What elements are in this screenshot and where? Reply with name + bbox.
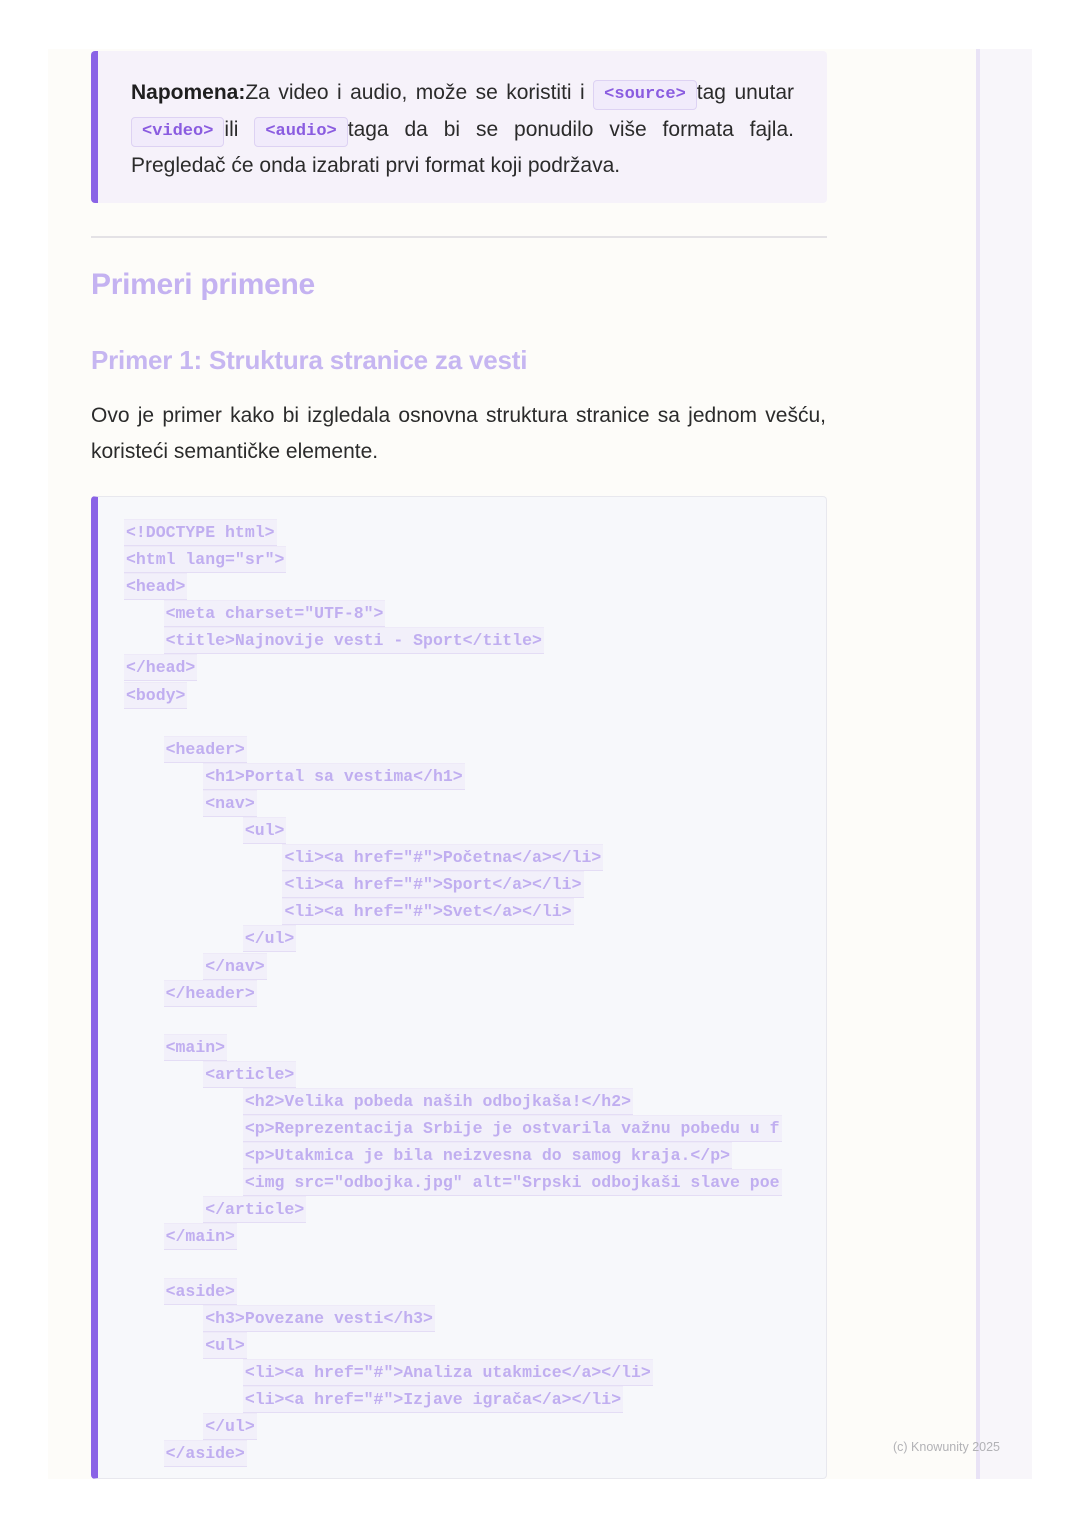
code-line: [124, 763, 826, 790]
code-line: [124, 573, 826, 600]
code-line: [124, 925, 826, 952]
code-text: <main>: [164, 1034, 227, 1061]
code-text: <html lang="sr">: [124, 546, 286, 573]
code-text: <meta charset="UTF-8">: [164, 600, 386, 627]
code-text: </aside>: [164, 1440, 247, 1467]
code-line: [124, 1115, 826, 1142]
source-tag-code: <source>: [593, 80, 697, 110]
code-line: [124, 953, 826, 980]
code-line: [124, 790, 826, 817]
code-text: <article>: [203, 1061, 296, 1088]
note-callout: [91, 51, 827, 203]
code-line: [124, 546, 826, 573]
code-text: <img src="odbojka.jpg" alt="Srpski odbojkaši slave poe: [243, 1169, 782, 1196]
code-line: [124, 1440, 826, 1467]
code-line: [124, 1359, 826, 1386]
audio-tag-code: <audio>: [254, 117, 347, 147]
code-text: <body>: [124, 682, 187, 709]
code-text: <li><a href="#">Analiza utakmice</a></li>: [243, 1359, 653, 1386]
example-description: Ovo je primer kako bi izgledala osnovna struktura stranice sa jednom vešću, koristeći semantičke elemente.: [91, 404, 826, 463]
code-text: <p>Reprezentacija Srbije je ostvarila važnu pobedu u f: [243, 1115, 782, 1142]
code-text: <li><a href="#">Izjave igrača</a></li>: [243, 1386, 623, 1413]
code-line: [124, 1142, 826, 1169]
side-margin-panel: [980, 49, 1032, 1479]
note-text-2: tag unutar: [696, 81, 794, 104]
code-text: <aside>: [164, 1278, 237, 1305]
code-line: [124, 1061, 826, 1088]
code-text: <ul>: [203, 1332, 247, 1359]
code-text: </ul>: [203, 1413, 257, 1440]
code-line: [124, 1007, 826, 1034]
code-line: [124, 1223, 826, 1250]
code-line: [124, 1386, 826, 1413]
code-text: </head>: [124, 654, 197, 681]
code-line: [124, 519, 826, 546]
code-text: <li><a href="#">Svet</a></li>: [282, 898, 573, 925]
code-line: [124, 1034, 826, 1061]
code-line: [124, 1169, 826, 1196]
code-line: [124, 844, 826, 871]
code-text: </nav>: [203, 953, 266, 980]
code-text: <h3>Povezane vesti</h3>: [203, 1305, 435, 1332]
code-line: [124, 600, 826, 627]
code-line: [124, 627, 826, 654]
code-text: <p>Utakmica je bila neizvesna do samog kraja.</p>: [243, 1142, 732, 1169]
code-text: <head>: [124, 573, 187, 600]
note-text-4: taga da bi se ponudilo više formata fajla. Pregledač će onda izabrati prvi format koji podržava.: [131, 117, 794, 177]
video-tag-code: <video>: [131, 117, 224, 147]
code-line: [124, 1278, 826, 1305]
code-lines: [124, 519, 826, 1467]
code-line: [124, 709, 826, 736]
code-text: <!DOCTYPE html>: [124, 519, 277, 546]
code-text: <title>Najnovije vesti - Sport</title>: [164, 627, 544, 654]
copyright-footer: (c) Knowunity 2025: [893, 1440, 1001, 1454]
code-line: [124, 898, 826, 925]
code-line: [124, 871, 826, 898]
code-line: [124, 1088, 826, 1115]
section-divider: [91, 236, 827, 238]
code-text: </main>: [164, 1223, 237, 1250]
code-line: [124, 1196, 826, 1223]
note-text-3: ili: [224, 117, 255, 141]
code-text: <nav>: [203, 790, 257, 817]
code-line: [124, 980, 826, 1007]
code-block: [91, 496, 827, 1479]
note-text-1: Za video i audio, može se koristiti i: [245, 81, 594, 104]
code-text: <li><a href="#">Početna</a></li>: [282, 844, 603, 871]
code-text: <h1>Portal sa vestima</h1>: [203, 763, 464, 790]
code-text: </header>: [164, 980, 257, 1007]
code-line: [124, 817, 826, 844]
code-text: </article>: [203, 1196, 306, 1223]
code-line: [124, 682, 826, 709]
code-text: <header>: [164, 736, 247, 763]
code-text: <h2>Velika pobeda naših odbojkaša!</h2>: [243, 1088, 633, 1115]
code-line: [124, 1251, 826, 1278]
example-title: Primer 1: Struktura stranice za vesti: [91, 345, 528, 375]
code-line: [124, 736, 826, 763]
code-line: [124, 1332, 826, 1359]
code-line: [124, 1413, 826, 1440]
code-line: [124, 654, 826, 681]
code-text: <li><a href="#">Sport</a></li>: [282, 871, 583, 898]
code-text: </ul>: [243, 925, 297, 952]
note-label: Napomena:: [131, 81, 246, 104]
section-title: Primeri primene: [91, 268, 315, 301]
code-text: <ul>: [243, 817, 287, 844]
code-line: [124, 1305, 826, 1332]
